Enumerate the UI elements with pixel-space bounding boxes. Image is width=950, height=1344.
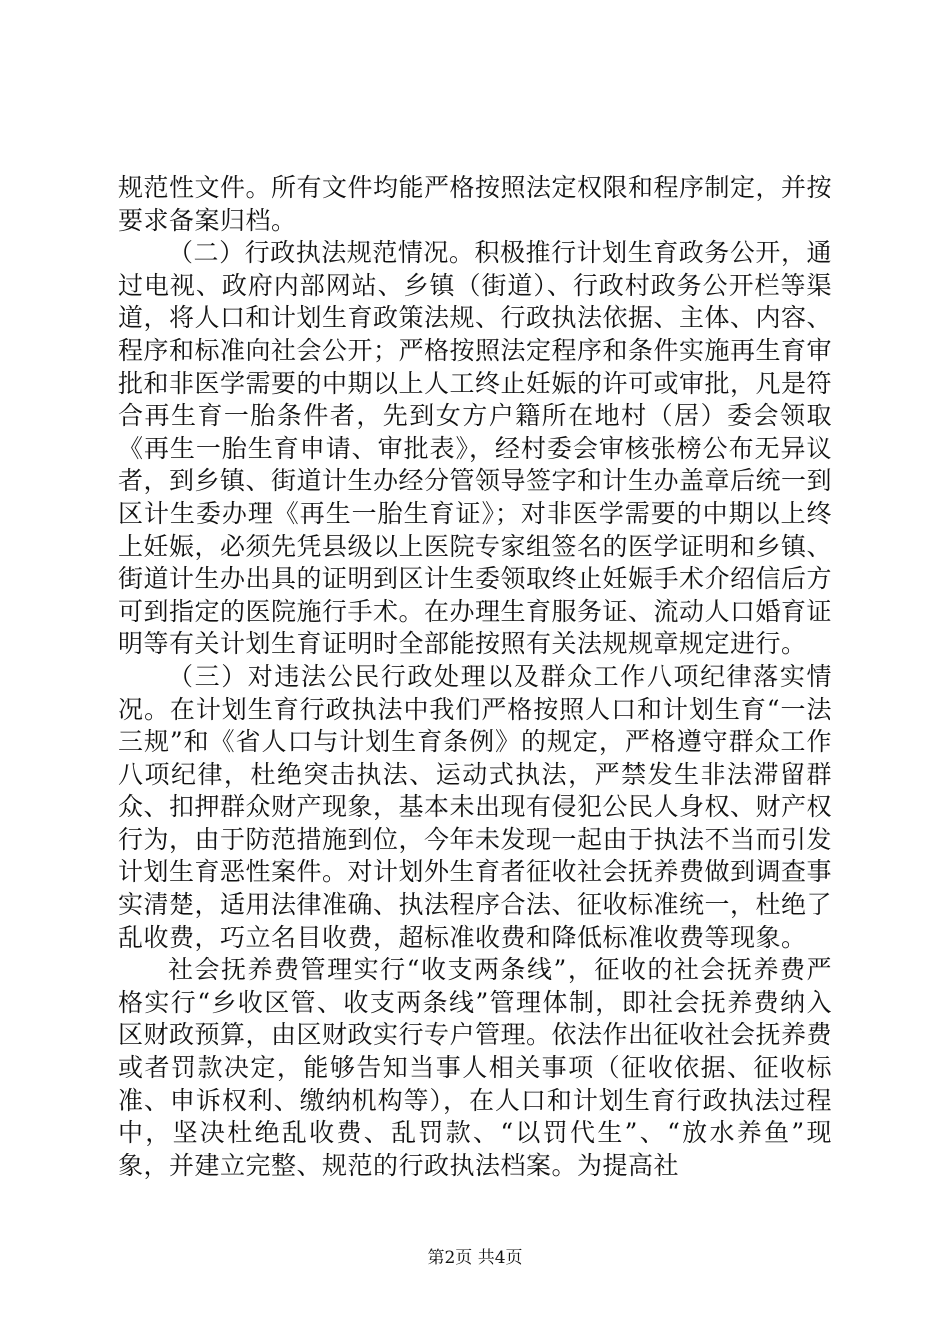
paragraph-continuation: 规范性文件。所有文件均能严格按照法定权限和程序制定，并按要求备案归档。 xyxy=(118,173,833,235)
paragraph-law-enforcement: （二）行政执法规范情况。积极推行计划生育政务公开，通过电视、政府内部网站、乡镇（街道）、行政村政务公开栏等渠道，将人口和计划生育政策法规、行政执法依据、主体、内容、程序和标准向社会公开；严格按照法定程序和条件实施再生育审批和非医学需要的中期以上人工终止妊娠的许可或审批，凡是符合再生育一胎条件者，先到女方户籍所在地村（居）委会领取《再生一胎生育申请、审批表》，经村委会审核张榜公布无异议者，到乡镇、街道计生办经分管领导签字和计生办盖章后统一到区计生委办理《再生一胎生育证》；对非医学需要的中期以上终上妊娠，必须先凭县级以上医院专家组签名的医学证明和乡镇、街道计生办出具的证明到区计生委领取终止妊娠手术介绍信后方可到指定的医院施行手术。在办理生育服务证、流动人口婚育证明等有关计划生育证明时全部能按照有关法规规章规定进行。 xyxy=(118,238,833,659)
page-footer: 第2页 共4页 xyxy=(427,1248,523,1268)
paragraph-fee-management: 社会抚养费管理实行“收支两条线”，征收的社会抚养费严格实行“乡收区管、收支两条线”管理体制，即社会抚养费纳入区财政预算，由区财政实行专户管理。依法作出征收社会抚养费或者罚款决定，能够告知当事人相关事项（征收依据、征收标准、申诉权利、缴纳机构等），在人口和计划生育行政执法过程中，坚决杜绝乱收费、乱罚款、“以罚代生”、“放水养鱼”现象，并建立完整、规范的行政执法档案。为提高社 xyxy=(118,955,833,1180)
document-body xyxy=(118,172,832,1182)
paragraph-administrative-handling: （三）对违法公民行政处理以及群众工作八项纪律落实情况。在计划生育行政执法中我们严格按照人口和计划生育“一法三规”和《省人口与计划生育条例》的规定，严格遵守群众工作八项纪律，杜绝突击执法、运动式执法，严禁发生非法滞留群众、扣押群众财产现象，基本未出现有侵犯公民人身权、财产权行为，由于防范措施到位，今年未发现一起由于执法不当而引发计划生育恶性案件。对计划外生育者征收社会抚养费做到调查事实清楚，适用法律准确、执法程序合法、征收标准统一，杜绝了乱收费，巧立名目收费，超标准收费和降低标准收费等现象。 xyxy=(118,661,833,952)
